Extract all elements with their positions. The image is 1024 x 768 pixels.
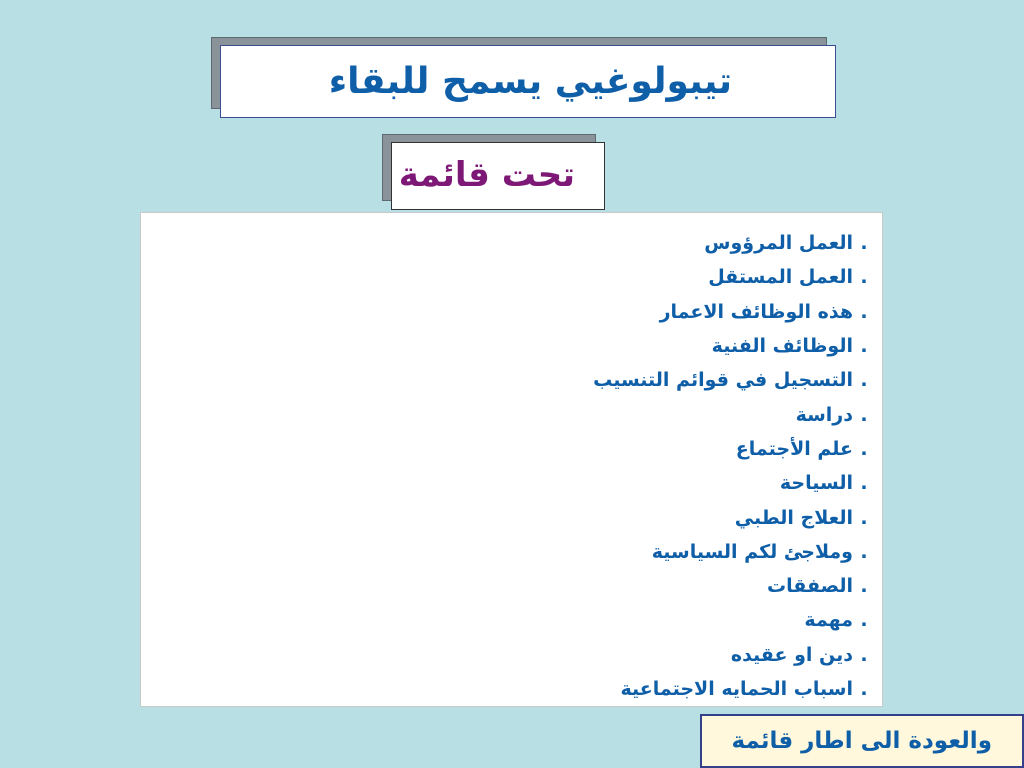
back-to-menu-button[interactable] (700, 714, 1024, 768)
list-panel (140, 212, 883, 707)
bullet-icon: . (860, 540, 868, 563)
list-item-label: اسباب الحمايه الاجتماعية (620, 678, 853, 700)
list-item-label: الوظائف الفنية (711, 335, 853, 358)
list-item (593, 603, 870, 637)
list-item (593, 638, 870, 672)
list-item (593, 569, 870, 603)
list-item-label: وملاجئ لكم السياسية (651, 540, 853, 563)
list-item (593, 466, 870, 500)
list-item-label: العمل المرؤوس (704, 232, 853, 255)
subtitle-box (391, 142, 605, 210)
list-item (593, 226, 870, 260)
list-item (593, 500, 870, 534)
list-item (593, 363, 870, 397)
subtitle: تحت قائمة (398, 155, 575, 195)
list-item-label: الصفقات (767, 575, 853, 598)
list-item-label: التسجيل في قوائم التنسيب (593, 369, 853, 392)
list-item-label: العلاج الطبي (734, 506, 853, 529)
list-item (593, 260, 870, 294)
list-item (593, 535, 870, 569)
bullet-icon: . (860, 403, 868, 426)
list-item-label: العمل المستقل (708, 266, 853, 289)
list-item-label: مهمة (804, 609, 853, 632)
bullet-icon: . (860, 643, 868, 666)
bullet-icon: . (860, 506, 868, 529)
bullet-icon: . (860, 609, 868, 632)
list-item-label: هذه الوظائف الاعمار (659, 300, 853, 323)
list-item-label: دراسة (795, 403, 853, 426)
bullet-icon: . (860, 232, 868, 255)
bullet-icon: . (860, 335, 868, 358)
list-item (593, 432, 870, 466)
back-to-menu-label: والعودة الى اطار قائمة (731, 728, 992, 754)
bullet-icon: . (860, 437, 868, 460)
list-item-label: علم الأجتماع (735, 437, 853, 460)
title-box (220, 45, 836, 118)
bullet-icon: . (860, 472, 868, 495)
bullet-icon: . (860, 678, 868, 700)
list-item (593, 397, 870, 431)
list-item (593, 672, 870, 706)
bullet-icon: . (860, 575, 868, 598)
list-item-label: السياحة (779, 472, 853, 495)
list-item-label: دين او عقيده (730, 643, 853, 666)
list-item (593, 329, 870, 363)
list-item (593, 295, 870, 329)
bullet-icon: . (860, 369, 868, 392)
page-title: تيبولوغيي يسمح للبقاء (328, 61, 732, 102)
category-list (593, 226, 870, 706)
bullet-icon: . (860, 300, 868, 323)
bullet-icon: . (860, 266, 868, 289)
